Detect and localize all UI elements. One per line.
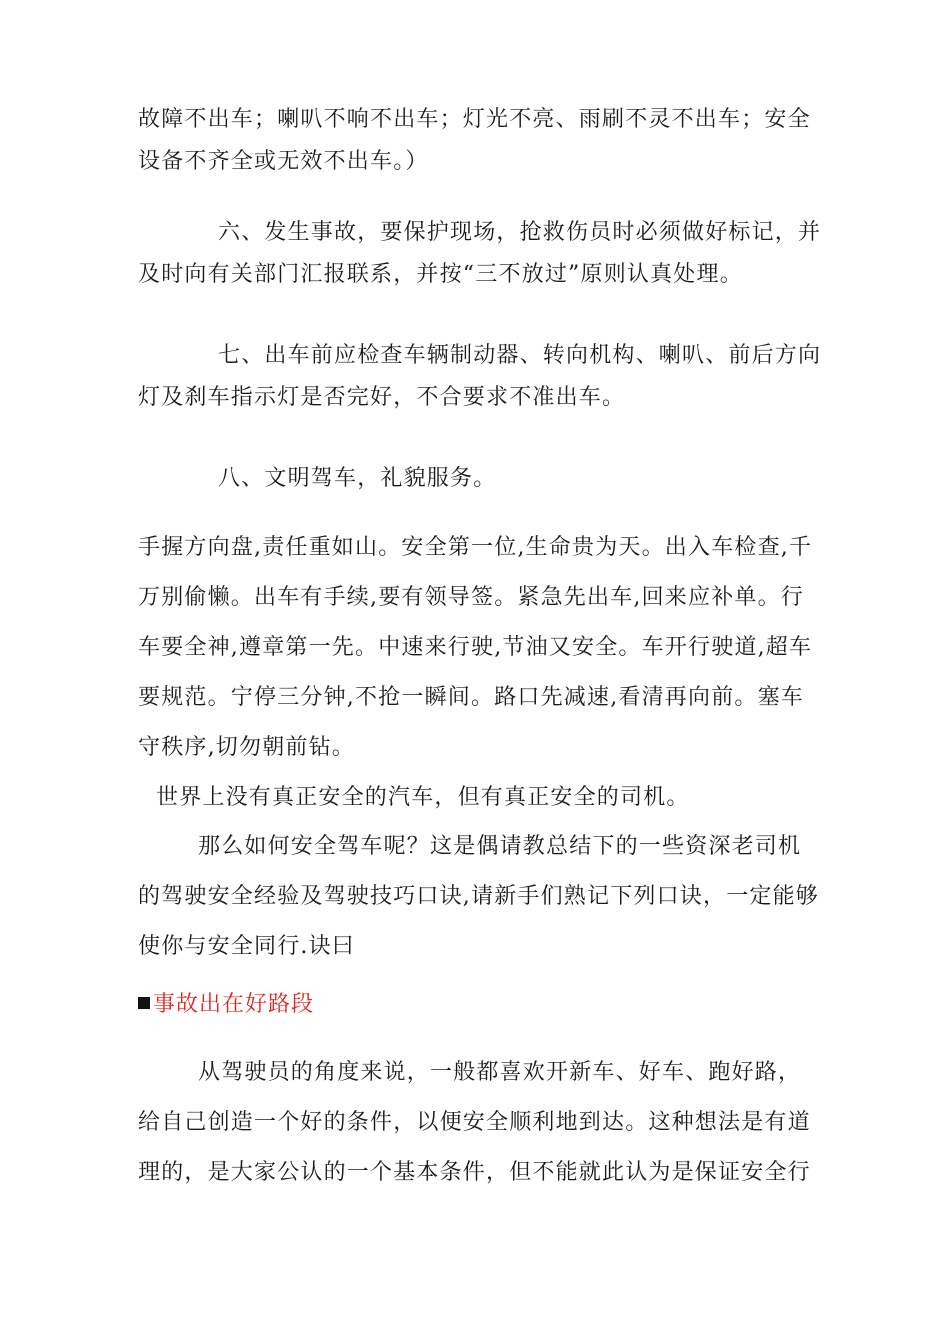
paragraph-vehicle-faults: 故障不出车；喇叭不响不出车；灯光不亮、雨刷不灵不出车；安全设备不齐全或无效不出车。） (138, 107, 811, 174)
paragraph-intro-tips: 那么如何安全驾车呢？这是偶请教总结下的一些资深老司机的驾驶安全经验及驾驶技巧口诀,请新手们熟记下列口诀，一定能够使你与安全同行.诀曰 (138, 834, 819, 959)
square-bullet-icon (138, 997, 150, 1009)
paragraph-rule-seven: 七、出车前应检查车辆制动器、转向机构、喇叭、前后方向灯及刹车指示灯是否完好，不合要求不准出车。 (138, 343, 822, 410)
paragraph-safe-driver: 世界上没有真正安全的汽车，但有真正安全的司机。 (156, 785, 690, 810)
paragraph-driving-rhyme: 手握方向盘,责任重如山。安全第一位,生命贵为天。出入车检查,千万别偷懒。出车有手续,要有领导签。紧急先出车,回来应补单。行车要全神,遵章第一先。中速来行驶,节油又安全。车开行驶道,超车要规范。宁停三分钟,不抢一瞬间。路口先减速,看清再向前。塞车守秩序,切勿朝前钻。 (138, 535, 813, 760)
paragraph-rule-eight: 八、文明驾车，礼貌服务。 (218, 466, 497, 491)
section-heading (138, 985, 314, 1025)
paragraph-good-roads: 从驾驶员的角度来说，一般都喜欢开新车、好车、跑好路，给自己创造一个好的条件，以便安全顺利地到达。这种想法是有道理的，是大家公认的一个基本条件，但不能就此认为是保证安全行 (138, 1060, 811, 1185)
paragraph-rule-six: 六、发生事故，要保护现场，抢救伤员时必须做好标记，并及时向有关部门汇报联系，并按“三不放过”原则认真处理。 (138, 220, 822, 287)
section-heading-text: 事故出在好路段 (153, 992, 315, 1017)
